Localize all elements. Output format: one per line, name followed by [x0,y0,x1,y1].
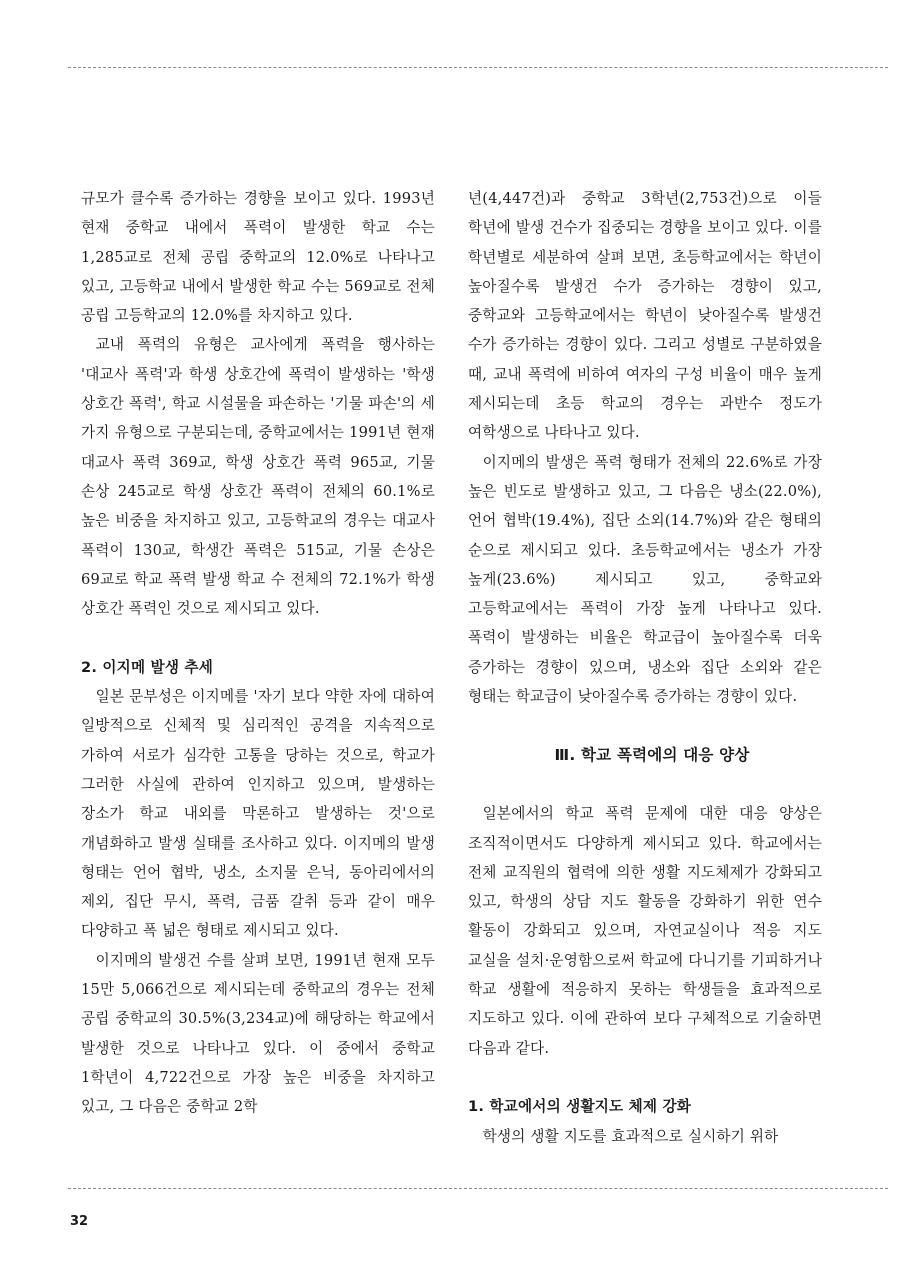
right-paragraph-3: 일본에서의 학교 폭력 문제에 대한 대응 양상은 조직적이면서도 다양하게 제시되고 있다. 학교에서는 전체 교직원의 협력에 의한 생활 지도체제가 강화되고 있고, 학생의 상담 지도 활동을 강화하기 위한 연수 활동이 강화되고 있으며, 자연교실이나 적응 지도 교실을 설치·운영함으로써 학교에 다니기를 기피하거나 학교 생활에 적응하지 못하는 학생들을 효과적으로 지도하고 있다. 이에 관하여 보다 구체적으로 기술하면 다음과 같다. [468,805,822,1057]
right-paragraph-4: 학생의 생활 지도를 효과적으로 실시하기 위하 [482,1127,779,1145]
left-column [81,184,435,1122]
right-paragraph-1: 년(4,447건)과 중학교 3학년(2,753건)으로 이들 학년에 발생 건수가 집중되는 경향을 보이고 있다. 이를 학년별로 세분하여 살펴 보면, 초등학교에서는 학년이 높아질수록 발생건 수가 증가하는 경향이 있고, 중학교와 고등학교에서는 학년이 낮아질수록 발생건 수가 증가하는 경향이 있다. 그리고 성별로 구분하였을 때, 교내 폭력에 비하여 여자의 구성 비율이 매우 높게 제시되는데 초등 학교의 경우는 과반수 정도가 여학생으로 나타나고 있다. [468,190,822,442]
left-paragraph-4: 이지메의 발생건 수를 살펴 보면, 1991년 현재 모두 15만 5,066건으로 제시되는데 중학교의 경우는 전체 공립 중학교의 30.5%(3,234교)에 해당하는 학교에서 발생한 것으로 나타나고 있다. 이 중에서 중학교 1학년이 4,722건으로 가장 높은 비중을 차지하고 있고, 그 다음은 중학교 2학 [81,951,435,1116]
spacer [81,623,435,652]
spacer [468,1063,822,1092]
spacer [468,711,822,740]
right-paragraph-2: 이지메의 발생은 폭력 형태가 전체의 22.6%로 가장 높은 빈도로 발생하고 있고, 그 다음은 냉소(22.0%), 언어 협박(19.4%), 집단 소외(14.7%)와 같은 형태의 순으로 제시되고 있다. 초등학교에서는 냉소가 가장 높게(23.6%) 제시되고 있고, 중학교와 고등학교에서는 폭력이 가장 높게 나타나고 있다. 폭력이 발생하는 비율은 학교급이 높아질수록 더욱 증가하는 경향이 있으며, 냉소와 집단 소외와 같은 형태는 학교급이 낮아질수록 증가하는 경향이 있다. [468,453,822,706]
right-column [468,184,822,1151]
spacer [468,770,822,799]
left-paragraph-1: 규모가 클수록 증가하는 경향을 보이고 있다. 1993년 현재 중학교 내에서 폭력이 발생한 학교 수는 1,285교로 전체 공립 중학교의 12.0%로 나타나고 있고, 고등학교 내에서 발생한 학교 수는 569교로 전체 공립 고등학교의 12.0%를 차지하고 있다. [81,190,435,325]
section-heading-response: Ⅲ. 학교 폭력에의 대응 양상 [554,745,750,764]
top-dashed-rule [68,67,888,68]
page-number: 32 [70,1214,89,1229]
left-paragraph-2: 교내 폭력의 유형은 교사에게 폭력을 행사하는 '대교사 폭력'과 학생 상호간에 폭력이 발생하는 '학생 상호간 폭력', 학교 시설물을 파손하는 '기물 파손'의 세 가지 유형으로 구분되는데, 중학교에서는 1991년 현재 대교사 폭력 369교, 학생 상호간 폭력 965교, 기물 손상 245교로 학생 상호간 폭력이 전체의 60.1%로 높은 비중을 차지하고 있고, 고등학교의 경우는 대교사 폭력이 130교, 학생간 폭력은 515교, 기물 손상은 69교로 학교 폭력 발생 학교 수 전체의 72.1%가 학생 상호간 폭력인 것으로 제시되고 있다. [81,336,435,618]
left-paragraph-3: 일본 문부성은 이지메를 '자기 보다 약한 자에 대하여 일방적으로 신체적 및 심리적인 공격을 지속적으로 가하여 서로가 심각한 고통을 당하는 것으로, 학교가 그러한 사실에 관하여 인지하고 있으며, 발생하는 장소가 학교 내외를 막론하고 발생하는 것'으로 개념화하고 발생 실태를 조사하고 있다. 이지메의 발생 형태는 언어 협박, 냉소, 소지물 은닉, 동아리에서의 제외, 집단 무시, 폭력, 금품 갈취 등과 같이 매우 다양하고 폭 넓은 형태로 제시되고 있다. [81,688,435,940]
bottom-dashed-rule [68,1188,888,1189]
subheading-guidance-system: 1. 학교에서의 생활지도 체제 강화 [468,1098,692,1116]
subheading-bullying-trend: 2. 이지메 발생 추세 [81,658,214,676]
